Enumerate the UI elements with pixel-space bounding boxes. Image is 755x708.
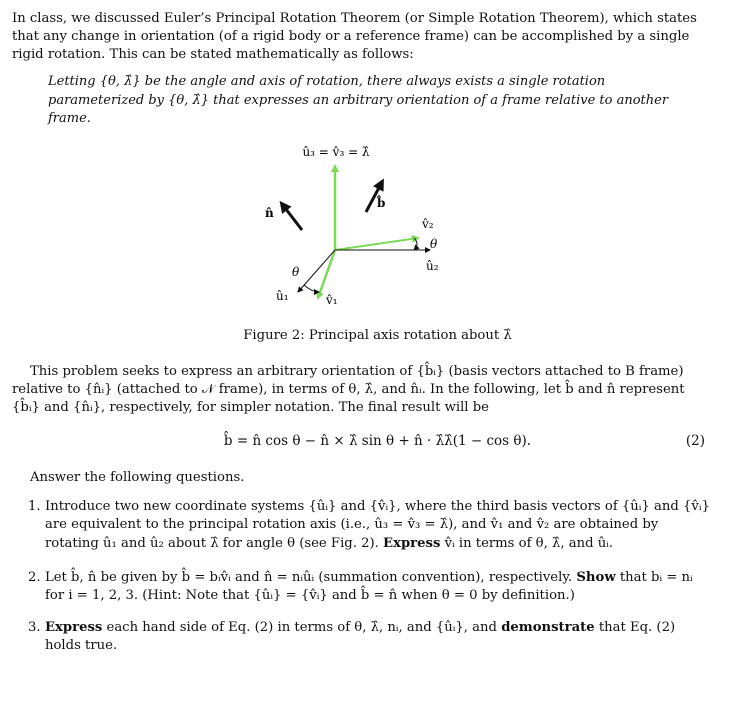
question-item-2 xyxy=(28,569,710,606)
theorem-statement xyxy=(48,73,688,129)
question-text: Introduce two new coordinate systems {ûᵢ} and {v̂ᵢ}, where the third basis vectors of {ûᵢ} and {v̂ᵢ} are equivalent to the principal rotation axis (i.e., û₃ = v̂₃ = λ̂), and v̂₁ and v̂₂ are obtained by rotating û₁ and û₂ about λ̂ for angle θ (see Fig. 2). xyxy=(45,499,710,551)
figure-caption: Figure 2: Principal axis rotation about λ̂ xyxy=(243,328,512,343)
question-keyword-2: demonstrate xyxy=(501,620,595,635)
theorem-text: Letting {θ, λ̂} be the angle and axis of rotation, there always exists a single rotation parameterized by {θ, λ̂} that expresses an arbitrary orientation of a frame relative to another frame. xyxy=(48,74,669,126)
equation-number: (2) xyxy=(685,433,705,449)
question-keyword: Express xyxy=(45,620,103,635)
question-item-1 xyxy=(28,498,710,553)
question-text: that bᵢ = nᵢ for i = 1, 2, 3. (Hint: Note that {ûᵢ} = {v̂ᵢ} and b̂ = n̂ when θ = 0 by definition.) xyxy=(45,570,693,604)
problem-paragraph xyxy=(12,363,712,418)
question-text: Let b̂, n̂ be given by b̂ = bᵢv̂ᵢ and n̂ = nᵢûᵢ (summation convention), respectively. xyxy=(45,570,577,585)
question-text: v̂ᵢ in terms of θ, λ̂, and ûᵢ. xyxy=(440,535,614,551)
v1-axis xyxy=(318,250,335,298)
rotation-figure xyxy=(230,140,510,315)
equation-2: b̂ = n̂ cos θ − n̂ × λ̂ sin θ + n̂ · λ̂λ̂(1 − cos θ). xyxy=(223,433,532,449)
question-number: 3. xyxy=(28,620,41,635)
question-number: 1. xyxy=(28,499,41,514)
question-item-3 xyxy=(28,619,710,656)
label-n: n̂ xyxy=(265,206,274,220)
label-u1: û₁ xyxy=(276,289,289,303)
label-b: b̂ xyxy=(377,196,386,210)
problem-text: This problem seeks to express an arbitrary orientation of {b̂ᵢ} (basis vectors attached to B frame) relative to {n̂ᵢ} (attached to 𝒩 frame), in terms of θ, λ̂, and n̂ᵢ. In the following, let b̂ and n̂ represent {b̂ᵢ} and {n̂ᵢ}, respectively, for simpler notation. The final result will be xyxy=(12,364,685,416)
label-u2: û₂ xyxy=(426,259,439,273)
question-keyword: Show xyxy=(576,570,616,585)
question-text: that Eq. (2) holds true. xyxy=(45,620,676,654)
n-vector xyxy=(282,204,302,230)
question-keyword: Express xyxy=(383,535,441,551)
question-number: 2. xyxy=(28,570,41,585)
theta-arc-right xyxy=(414,238,417,250)
question-text: each hand side of Eq. (2) in terms of θ, λ̂, nᵢ, and {ûᵢ}, and xyxy=(102,620,502,635)
v2-axis xyxy=(335,238,418,250)
label-theta-left: θ xyxy=(292,265,300,279)
u1-axis xyxy=(298,250,335,292)
intro-paragraph xyxy=(12,10,712,65)
label-v2: v̂₂ xyxy=(422,217,434,231)
questions-heading: Answer the following questions. xyxy=(30,470,245,485)
theta-arc-left xyxy=(304,285,319,292)
intro-text: In class, we discussed Euler’s Principal Rotation Theorem (or Simple Rotation Theorem), which states that any change in orientation (of a rigid body or a reference frame) can be accomplished by a single rigid rotation. This can be stated mathematically as follows: xyxy=(12,11,697,63)
label-u3-v3-lambda: û₃ = v̂₃ = λ̂ xyxy=(302,145,370,159)
label-v1: v̂₁ xyxy=(326,293,338,307)
label-theta-right: θ xyxy=(430,237,438,251)
